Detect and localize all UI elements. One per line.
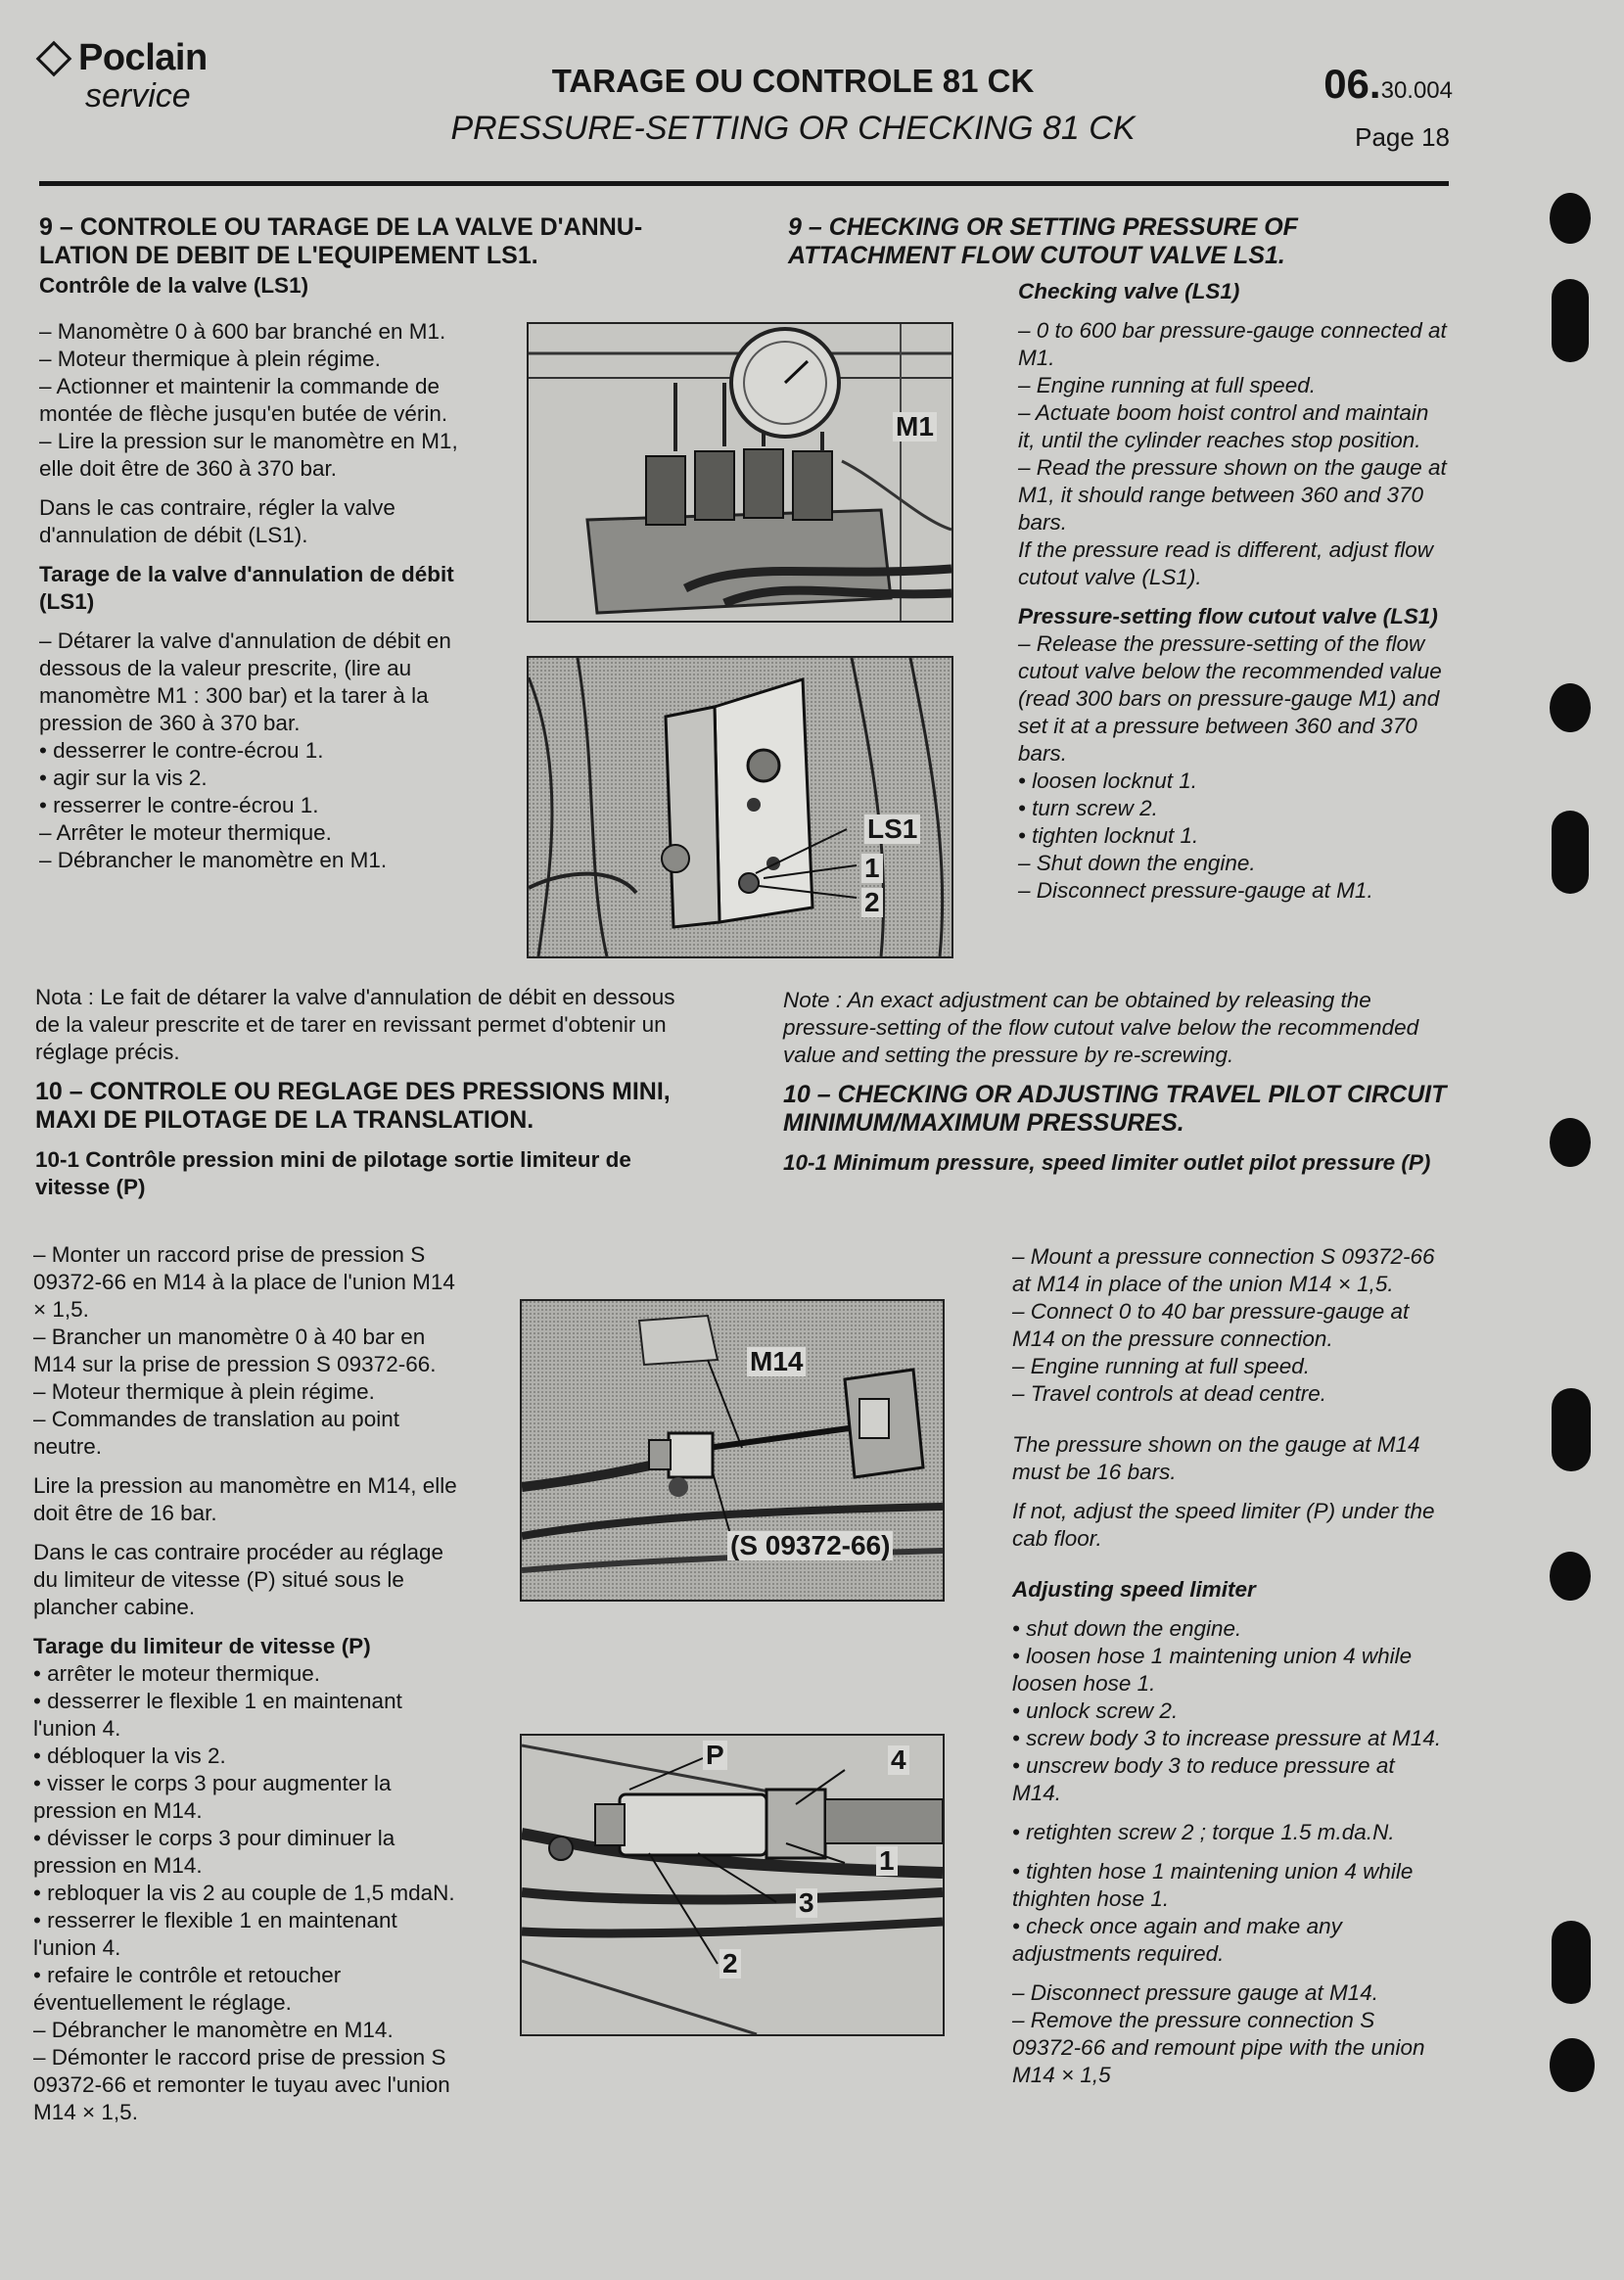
figure-m14-connection (520, 1299, 945, 1602)
subheading: 10-1 Contrôle pression mini de pilotage sortie limiteur de vitesse (P) (35, 1147, 631, 1199)
list-item: • unlock screw 2. (1012, 1698, 1179, 1723)
paragraph: – Moteur thermique à plein régime. (33, 1379, 375, 1404)
list-item: • débloquer la vis 2. (33, 1744, 226, 1768)
list-item: • agir sur la vis 2. (39, 766, 208, 790)
binder-hole (1550, 683, 1591, 732)
paragraph: – Monter un raccord prise de pression S 09372-66 en M14 à la place de l'union M14 × 1,5. (33, 1242, 455, 1322)
subheading: Tarage de la valve d'annulation de débit (LS1) (39, 562, 454, 614)
paragraph: – Manomètre 0 à 600 bar branché en M1. (39, 319, 446, 344)
subheading: Checking valve (LS1) (1018, 279, 1240, 303)
paragraph: The pressure shown on the gauge at M14 must be 16 bars. (1012, 1432, 1420, 1484)
paragraph: – Read the pressure shown on the gauge at M1, it should range between 360 and 370 bars. (1018, 455, 1447, 535)
paragraph: – Travel controls at dead centre. (1012, 1381, 1326, 1406)
doc-number-main: 06. (1323, 61, 1381, 107)
paragraph: – Brancher un manomètre 0 à 40 bar en M14 sur la prise de pression S 09372-66. (33, 1325, 437, 1376)
binder-hole (1550, 193, 1591, 244)
binder-hole (1552, 811, 1589, 894)
paragraph: – Actionner et maintenir la commande de montée de flèche jusqu'en butée de vérin. (39, 374, 448, 426)
paragraph: Dans le cas contraire, régler la valve d'annulation de débit (LS1). (39, 495, 395, 547)
list-item: • resserrer le flexible 1 en maintenant l'union 4. (33, 1908, 397, 1960)
list-item: • check once again and make any adjustments required. (1012, 1914, 1342, 1966)
list-item: • resserrer le contre-écrou 1. (39, 793, 319, 817)
left-section-9-title-block (39, 213, 705, 300)
figure-speed-limiter (520, 1734, 945, 2036)
subheading: 10-1 Minimum pressure, speed limiter outlet pilot pressure (P) (783, 1150, 1431, 1175)
paragraph: Dans le cas contraire procéder au réglage du limiteur de vitesse (P) situé sous le plancher cabine. (33, 1540, 443, 1619)
paragraph: – Mount a pressure connection S 09372-66 at M14 in place of the union M14 × 1,5. (1012, 1244, 1435, 1296)
list-item: – Remove the pressure connection S 09372-66 and remount pipe with the union M14 × 1,5 (1012, 2008, 1425, 2087)
paragraph: – Connect 0 to 40 bar pressure-gauge at M14 on the pressure connection. (1012, 1299, 1410, 1351)
list-item: – Débrancher le manomètre en M1. (39, 848, 388, 872)
brand-name: Poclain (78, 37, 208, 78)
list-item: – Disconnect pressure-gauge at M1. (1018, 878, 1373, 903)
brand-logo (41, 37, 208, 116)
label-4: 4 (888, 1745, 909, 1775)
label-1: 1 (876, 1846, 898, 1876)
label-s0937266: (S 09372-66) (727, 1531, 893, 1560)
list-item: • loosen hose 1 maintening union 4 while loosen hose 1. (1012, 1644, 1413, 1696)
doc-number (1323, 61, 1453, 108)
left-section-9-body (39, 318, 470, 874)
list-item: • loosen locknut 1. (1018, 768, 1197, 793)
paragraph: Lire la pression au manomètre en M14, elle doit être de 16 bar. (33, 1473, 457, 1525)
paragraph: If the pressure read is different, adjust flow cutout valve (LS1). (1018, 537, 1433, 589)
page-label: Page 18 (1355, 122, 1450, 152)
list-item: • visser le corps 3 pour augmenter la pression en M14. (33, 1771, 392, 1823)
list-item: • shut down the engine. (1012, 1616, 1242, 1641)
label-2: 2 (719, 1949, 741, 1978)
brand-service: service (85, 77, 191, 115)
right-section-9-title-block (788, 213, 1454, 270)
binder-hole (1550, 1118, 1591, 1167)
list-item: • tighten locknut 1. (1018, 823, 1199, 848)
title-en: PRESSURE-SETTING OR CHECKING 81 CK (450, 110, 1136, 147)
valve-block-illustration (529, 324, 951, 621)
subheading: Tarage du limiteur de vitesse (P) (33, 1634, 371, 1658)
left-nota-and-section-10 (35, 984, 701, 1201)
paragraph: If not, adjust the speed limiter (P) under the cab floor. (1012, 1499, 1435, 1551)
header-rule (39, 181, 1449, 186)
label-p: P (703, 1741, 727, 1770)
label-2: 2 (861, 888, 883, 917)
paragraph: – Moteur thermique à plein régime. (39, 347, 381, 371)
section-heading: 9 – CHECKING OR SETTING PRESSURE OF ATTACHMENT FLOW CUTOUT VALVE LS1. (788, 213, 1298, 269)
paragraph: – Release the pressure-setting of the flow cutout valve below the recommended value (read 300 bars on pressure-gauge M1) and set it at a pressure between 360 and 370 bars. (1018, 631, 1442, 766)
list-item: – Shut down the engine. (1018, 851, 1256, 875)
figure-ls1-valve (527, 656, 953, 958)
list-item: • rebloquer la vis 2 au couple de 1,5 mdaN. (33, 1881, 455, 1905)
list-item: • tighten hose 1 maintening union 4 while thighten hose 1. (1012, 1859, 1414, 1911)
list-item: – Arrêter le moteur thermique. (39, 820, 332, 845)
list-item: – Démonter le raccord prise de pression S 09372-66 et remonter le tuyau avec l'union M14 × 1,5. (33, 2045, 450, 2124)
paragraph: – 0 to 600 bar pressure-gauge connected at M1. (1018, 318, 1447, 370)
label-m1: M1 (893, 412, 937, 442)
list-item: • desserrer le flexible 1 en maintenant l'union 4. (33, 1689, 402, 1741)
diamond-logo-icon (36, 40, 72, 76)
subheading: Contrôle de la valve (LS1) (39, 273, 309, 298)
title-fr: TARAGE OU CONTROLE 81 CK (551, 63, 1035, 99)
list-item: • dévisser le corps 3 pour diminuer la pression en M14. (33, 1826, 395, 1878)
ls1-valve-illustration (529, 658, 951, 956)
left-section-10-body (33, 1241, 460, 2126)
list-item: – Débrancher le manomètre en M14. (33, 2018, 394, 2042)
label-ls1: LS1 (864, 814, 920, 844)
binder-hole (1552, 279, 1589, 362)
label-3: 3 (796, 1888, 817, 1918)
right-section-9-body (1018, 278, 1449, 905)
list-item: – Disconnect pressure gauge at M14. (1012, 1980, 1378, 2005)
speed-limiter-illustration (522, 1736, 943, 2034)
nota: Nota : Le fait de détarer la valve d'annulation de débit en dessous de la valeur prescrite et de tarer en revissant permet d'obtenir un réglage précis. (35, 985, 675, 1064)
section-heading: 9 – CONTROLE OU TARAGE DE LA VALVE D'ANNU-LATION DE DEBIT DE L'EQUIPEMENT LS1. (39, 213, 643, 269)
binder-hole (1550, 1552, 1591, 1601)
label-1: 1 (861, 854, 883, 883)
note: Note : An exact adjustment can be obtained by releasing the pressure-setting of the flow cutout valve below the recommended value and setting the pressure by re-screwing. (783, 988, 1419, 1067)
doc-number-suffix: 30.004 (1380, 77, 1453, 104)
label-m14: M14 (747, 1347, 806, 1376)
figure-valve-block-gauge (527, 322, 953, 623)
list-item: • arrêter le moteur thermique. (33, 1661, 320, 1686)
paragraph: – Commandes de translation au point neutre. (33, 1407, 399, 1459)
list-item: • unscrew body 3 to reduce pressure at M14. (1012, 1753, 1395, 1805)
list-item: • retighten screw 2 ; torque 1.5 m.da.N. (1012, 1820, 1395, 1844)
subheading: Pressure-setting flow cutout valve (LS1) (1018, 604, 1438, 628)
section-heading: 10 – CONTROLE OU REGLAGE DES PRESSIONS MINI, MAXI DE PILOTAGE DE LA TRANSLATION. (35, 1078, 671, 1134)
list-item: • screw body 3 to increase pressure at M14. (1012, 1726, 1442, 1750)
list-item: • desserrer le contre-écrou 1. (39, 738, 324, 763)
paragraph: – Lire la pression sur le manomètre en M1, elle doit être de 360 à 370 bar. (39, 429, 458, 481)
paragraph: – Détarer la valve d'annulation de débit en dessous de la valeur prescrite, (lire au manomètre M1 : 300 bar) et la tarer à la pression de 360 à 370 bar. (39, 628, 451, 735)
paragraph: – Engine running at full speed. (1018, 373, 1316, 397)
binder-hole (1550, 2038, 1595, 2092)
section-heading: 10 – CHECKING OR ADJUSTING TRAVEL PILOT CIRCUIT MINIMUM/MAXIMUM PRESSURES. (783, 1081, 1447, 1137)
right-note-and-section-10 (783, 987, 1449, 1177)
list-item: • turn screw 2. (1018, 796, 1158, 820)
list-item: • refaire le contrôle et retoucher éventuellement le réglage. (33, 1963, 342, 2015)
paragraph: – Actuate boom hoist control and maintain it, until the cylinder reaches stop position. (1018, 400, 1429, 452)
binder-hole (1552, 1388, 1591, 1471)
right-section-10-body (1012, 1243, 1443, 2089)
subheading: Adjusting speed limiter (1012, 1577, 1256, 1602)
binder-hole (1552, 1921, 1591, 2004)
paragraph: – Engine running at full speed. (1012, 1354, 1310, 1378)
